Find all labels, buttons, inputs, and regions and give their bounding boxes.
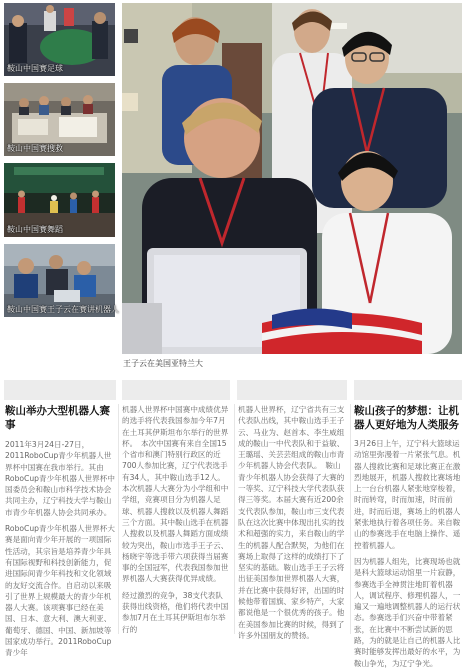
main-photo bbox=[122, 3, 462, 354]
main-photo-caption: 王子云在美国亚特兰大 bbox=[123, 359, 203, 368]
article-paragraph: 机器人世界杯，辽宁省共有三支代表队出线，其中鞍山选手王子云、马业为、赵首本、李生威组成的鞍山一中代表队和于益敏、王璐瑶、关芸芸组成的鞍山市青少年机器人协会代表队。 鞍山青少年机器人协会获得了大赛的一等奖、辽宁科技大学代表队获得三等奖。本届大赛有近200余支代表队参加，鞍山市三支代表队在这次比赛中体现出扎实的技术和超强的实力，来自鞍山的学生的机器人配合默契，为他们在赛场上取得了这样的成绩打下了坚实的基础。鞍山选手王子云将出征美国参加世界机器人大赛，并在比赛中获得好评，出国的时候他带着国旗、家乡特产，大家都说他是一个很优秀的孩子。他在美国参加比赛的时候，得到了许多外国朋友的赞扬。 bbox=[238, 405, 345, 640]
article-column-4 bbox=[354, 404, 462, 668]
article-paragraph: 3月26日上午，辽宁科大篮球运动馆里弥漫着一片紧张气息。机器人搜救比赛和足球比赛正在激烈地展开，机器人搜救比赛场地上一台台机器人紧张地穿梭着，时而转弯，时而加速，时而前进，时而后退，赛场上的机器人紧张地执行着各项任务。来自鞍山的参赛选手在电脑上操作、遥控着机器人。 bbox=[354, 439, 461, 550]
article-column-1 bbox=[5, 404, 115, 658]
thumbnail-robot-dance[interactable] bbox=[4, 163, 115, 237]
article-column-2 bbox=[122, 404, 230, 636]
thumbnail-caption: 鞍山中国赛舞蹈 bbox=[7, 225, 63, 234]
thumbnail-robot-rescue[interactable] bbox=[4, 83, 115, 156]
thumbnail-caption: 鞍山中国赛搜救 bbox=[7, 144, 63, 153]
article-column-3 bbox=[238, 404, 346, 640]
thumbnail-robot-soccer[interactable] bbox=[4, 3, 115, 76]
column-divider bbox=[350, 404, 351, 634]
thumbnail-wang-ziyun[interactable] bbox=[4, 244, 119, 317]
article-paragraph: RoboCup青少年机器人世界杯大赛是面向青少年开展的一项国际性活动，其宗旨是培养青少年具有国际视野和科技创新能力，促进国际间青少年科技和文化领域的友好交流合作。自启动以来吸引了世界上规模最大的青少年机器人大赛。该项赛事已经在美国、日本、意大利、澳大利亚、葡萄牙、德国、中国、新加坡等国家成功举行。2011RoboCup青少年 bbox=[5, 524, 115, 658]
event-photo-illustration bbox=[122, 3, 462, 354]
thumbnail-caption: 鞍山中国赛足球 bbox=[7, 64, 63, 73]
thumbnail-caption: 鞍山中国赛王子云在赛讲机器人 bbox=[7, 305, 119, 314]
section-divider-strip bbox=[0, 380, 466, 400]
column-divider bbox=[234, 404, 235, 634]
article-title[interactable]: 鞍山孩子的梦想：让机器人更好地为人类服务 bbox=[354, 405, 459, 431]
article-paragraph: 因为机器人组先，比赛现场也就是科大篮球运动馆里一片寂静，参赛选手全神贯注地盯着机器人，调试程序、修理机器人，一遍又一遍地调整机器人的运行状态。参赛选手们兴奋中带着紧张，在比赛中不断尝试新的思路，为的就是让自己的机器人比赛时能够发挥出最好的水平，为鞍山争光，为辽宁争光。 bbox=[354, 556, 461, 668]
article-paragraph: 2011年3月24日-27日，2011RoboCup青少年机器人世界杯中国赛在我市举行。其由RoboCup青少年机器人世界杯中国委员会和鞍山市科学技术协会共同主办，辽宁科技大学与鞍山市青少年机器人协会共同承办。 bbox=[5, 440, 115, 517]
article-paragraph: 机器人世界杯中国赛中成绩优异的选手将代表我国参加今年7月在土耳其伊斯坦布尔举行的世界杯。 本次中国赛有来自全国15个省市和澳门特别行政区的近700人参加比赛，辽宁代表选手有34人，其中鞍山选手12人。本次机器人大赛分为小学组和中学组，竞赛项目分为机器人足球、机器人搜救以及机器人舞蹈三个方面。其中鞍山选手在机器人搜救以及机器人舞蹈方面成绩较为突出，鞍山市选手王子云、杨晓宇等选手带六项获得当届赛事的全国冠军，代表我国参加世界机器人大赛获得优异成绩。 bbox=[122, 405, 229, 584]
article-paragraph: 经过激烈的竞争，38支代表队获得出线资格，他们将代表中国参加7月在土耳其伊斯坦布尔举行的 bbox=[122, 590, 229, 634]
column-divider bbox=[118, 404, 119, 634]
article-title[interactable]: 鞍山举办大型机器人赛事 bbox=[5, 405, 110, 431]
